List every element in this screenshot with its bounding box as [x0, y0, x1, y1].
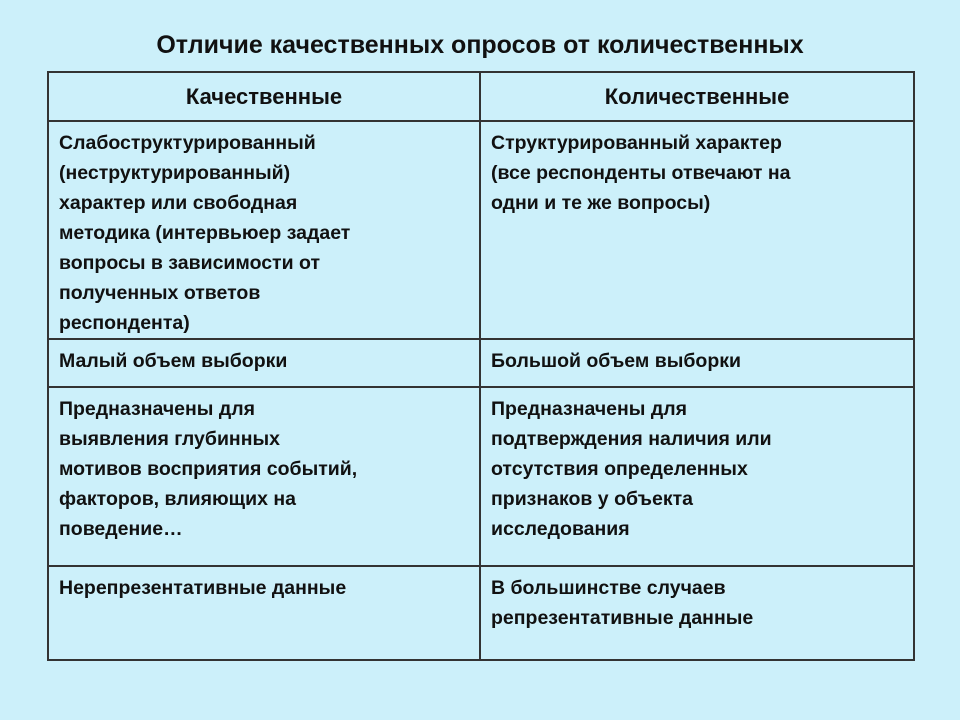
table-row	[48, 566, 914, 660]
slide-title: Отличие качественных опросов от количественных	[156, 31, 804, 59]
cell-text-quantitative: Предназначены для подтверждения наличия или отсутствия определенных признаков у объекта исследования	[491, 398, 772, 540]
table-cell	[480, 121, 914, 339]
header-quantitative: Количественные	[480, 72, 914, 121]
cell-text-quantitative: Большой объем выборки	[491, 350, 741, 372]
table-cell	[480, 387, 914, 566]
table-row	[48, 387, 914, 566]
table-row	[48, 121, 914, 339]
table-cell	[48, 121, 480, 339]
table-cell	[48, 387, 480, 566]
cell-text-qualitative: Слабоструктурированный (неструктурированный) характер или свободная методика (интервьюер задает вопросы в зависимости от полученных ответов респондента)	[59, 132, 351, 334]
cell-text-qualitative: Нерепрезентативные данные	[59, 577, 347, 599]
table-cell	[480, 566, 914, 660]
cell-text-quantitative: Структурированный характер (все респонденты отвечают на одни и те же вопросы)	[491, 132, 791, 214]
table-cell	[480, 339, 914, 387]
table-cell	[48, 566, 480, 660]
cell-text-qualitative: Малый объем выборки	[59, 350, 288, 372]
header-qualitative: Качественные	[48, 72, 480, 121]
table-cell	[48, 339, 480, 387]
cell-text-quantitative: В большинстве случаев репрезентативные данные	[491, 577, 754, 629]
table-header-row	[48, 72, 914, 121]
cell-text-qualitative: Предназначены для выявления глубинных мотивов восприятия событий, факторов, влияющих на поведение…	[59, 398, 358, 540]
table-row	[48, 339, 914, 387]
comparison-table	[47, 71, 915, 661]
